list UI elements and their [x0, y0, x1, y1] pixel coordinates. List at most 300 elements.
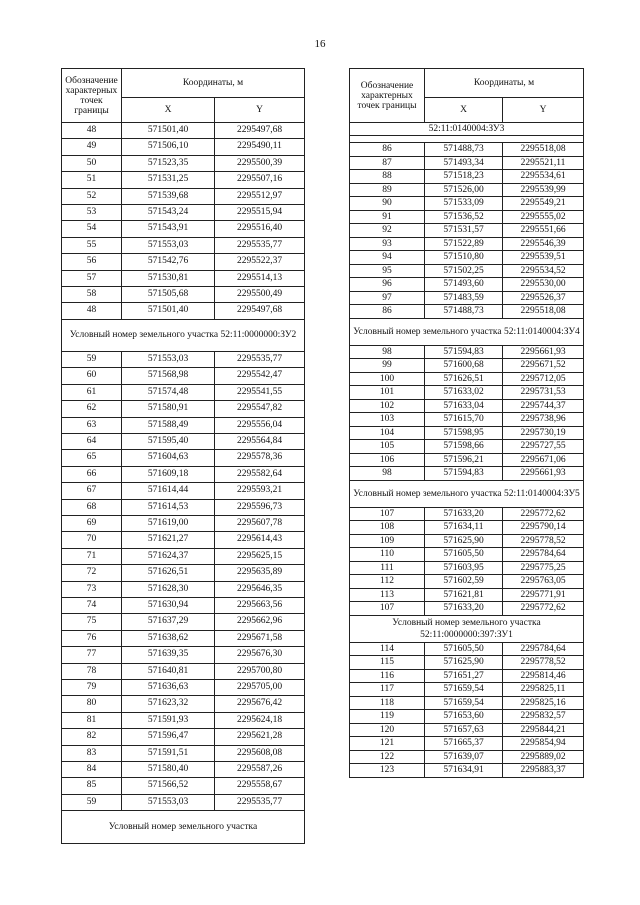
- coord-y: 2295814,46: [503, 669, 584, 683]
- coord-x: 571633,02: [425, 386, 503, 400]
- point-id: 54: [62, 221, 122, 237]
- coord-x: 571605,50: [425, 642, 503, 656]
- coord-x: 571522,89: [425, 237, 503, 251]
- table-row: [62, 433, 305, 449]
- table-row: [62, 205, 305, 221]
- coord-x: 571501,40: [122, 303, 215, 319]
- coord-x: 571625,90: [425, 534, 503, 548]
- coord-y: 2295705,00: [215, 680, 305, 696]
- coord-y: 2295607,78: [215, 515, 305, 531]
- table-row: [62, 647, 305, 663]
- coord-y: 2295825,16: [503, 696, 584, 710]
- coord-y: 2295534,52: [503, 264, 584, 278]
- table-row: [62, 712, 305, 728]
- coord-y: 2295854,94: [503, 737, 584, 751]
- point-id: 102: [350, 399, 425, 413]
- table-row: [350, 575, 584, 589]
- coord-x: 571493,34: [425, 156, 503, 170]
- coord-x: 571639,35: [122, 647, 215, 663]
- point-id: 74: [62, 597, 122, 613]
- point-id: 84: [62, 762, 122, 778]
- coord-x: 571653,60: [425, 710, 503, 724]
- table-row: [62, 401, 305, 417]
- coord-y: 2295676,42: [215, 696, 305, 712]
- coord-y: 2295825,11: [503, 683, 584, 697]
- spacer-row: [350, 136, 584, 143]
- coord-x: 571531,25: [122, 172, 215, 188]
- table-row: [62, 581, 305, 597]
- point-id: 119: [350, 710, 425, 724]
- section-title: Условный номер земельного участка 52:11:0000000:ЗУ2: [62, 319, 305, 351]
- coord-x: 571596,47: [122, 729, 215, 745]
- coord-y: 2295730,19: [503, 426, 584, 440]
- table-row: [350, 345, 584, 359]
- coord-x: 571523,35: [122, 155, 215, 171]
- coord-y: 2295522,37: [215, 254, 305, 270]
- point-id: 63: [62, 417, 122, 433]
- coord-y: 2295490,11: [215, 139, 305, 155]
- coord-x: 571580,91: [122, 401, 215, 417]
- coord-x: 571501,40: [122, 123, 215, 139]
- table-row: [62, 384, 305, 400]
- coord-y: 2295530,00: [503, 278, 584, 292]
- right-table-body: [350, 123, 584, 778]
- coord-y: 2295778,52: [503, 534, 584, 548]
- point-id: 120: [350, 723, 425, 737]
- table-row: [350, 359, 584, 373]
- point-id: 103: [350, 413, 425, 427]
- point-id: 111: [350, 561, 425, 575]
- table-row: [62, 614, 305, 630]
- coord-x: 571483,59: [425, 291, 503, 305]
- coord-y: 2295671,52: [503, 359, 584, 373]
- coord-y: 2295844,21: [503, 723, 584, 737]
- coord-y: 2295546,39: [503, 237, 584, 251]
- header-y: Y: [503, 98, 584, 123]
- table-row: [350, 669, 584, 683]
- point-id: 105: [350, 440, 425, 454]
- coord-x: 571633,20: [425, 602, 503, 616]
- coord-x: 571623,32: [122, 696, 215, 712]
- coord-x: 571488,73: [425, 143, 503, 157]
- coord-x: 571614,44: [122, 483, 215, 499]
- table-row: [350, 534, 584, 548]
- point-id: 59: [62, 351, 122, 367]
- section-header-row: [62, 811, 305, 844]
- coord-x: 571526,00: [425, 183, 503, 197]
- coord-y: 2295790,14: [503, 521, 584, 535]
- coord-y: 2295534,61: [503, 170, 584, 184]
- table-row: [350, 251, 584, 265]
- coord-y: 2295547,82: [215, 401, 305, 417]
- coord-x: 571624,37: [122, 548, 215, 564]
- point-id: 48: [62, 303, 122, 319]
- point-id: 109: [350, 534, 425, 548]
- point-id: 113: [350, 588, 425, 602]
- coord-x: 571602,59: [425, 575, 503, 589]
- coord-x: 571588,49: [122, 417, 215, 433]
- table-row: [350, 426, 584, 440]
- coord-x: 571628,30: [122, 581, 215, 597]
- section-title: Условный номер земельного участка: [62, 811, 305, 844]
- point-id: 52: [62, 188, 122, 204]
- table-row: [350, 170, 584, 184]
- table-row: [350, 224, 584, 238]
- table-row: [62, 351, 305, 367]
- coord-x: 571639,07: [425, 750, 503, 764]
- coord-x: 571506,10: [122, 139, 215, 155]
- point-id: 121: [350, 737, 425, 751]
- table-row: [350, 737, 584, 751]
- table-row: [62, 663, 305, 679]
- table-row: [350, 399, 584, 413]
- coord-x: 571530,81: [122, 270, 215, 286]
- coord-x: 571619,00: [122, 515, 215, 531]
- coord-y: 2295614,43: [215, 532, 305, 548]
- coord-y: 2295883,37: [503, 764, 584, 778]
- point-id: 77: [62, 647, 122, 663]
- point-id: 117: [350, 683, 425, 697]
- section-header-row: [350, 123, 584, 136]
- coord-y: 2295549,21: [503, 197, 584, 211]
- table-row: [350, 237, 584, 251]
- table-row: [350, 561, 584, 575]
- coord-x: 571591,93: [122, 712, 215, 728]
- point-id: 58: [62, 287, 122, 303]
- table-row: [62, 515, 305, 531]
- section-header-row: [350, 318, 584, 345]
- coord-y: 2295526,37: [503, 291, 584, 305]
- point-id: 85: [62, 778, 122, 794]
- point-id: 79: [62, 680, 122, 696]
- table-row: [350, 413, 584, 427]
- coord-y: 2295661,93: [503, 345, 584, 359]
- table-row: [62, 450, 305, 466]
- coord-y: 2295541,55: [215, 384, 305, 400]
- point-id: 94: [350, 251, 425, 265]
- coord-x: 571505,68: [122, 287, 215, 303]
- coord-x: 571595,40: [122, 433, 215, 449]
- coord-x: 571510,80: [425, 251, 503, 265]
- coord-y: 2295542,47: [215, 368, 305, 384]
- point-id: 64: [62, 433, 122, 449]
- table-row: [350, 291, 584, 305]
- point-id: 65: [62, 450, 122, 466]
- table-row: [62, 237, 305, 253]
- coord-y: 2295497,68: [215, 303, 305, 319]
- point-id: 106: [350, 453, 425, 467]
- coord-x: 571638,62: [122, 630, 215, 646]
- coord-x: 571518,23: [425, 170, 503, 184]
- table-row: [62, 729, 305, 745]
- coord-y: 2295539,99: [503, 183, 584, 197]
- point-id: 92: [350, 224, 425, 238]
- table-row: [350, 750, 584, 764]
- table-row: [350, 210, 584, 224]
- coord-x: 571626,51: [425, 372, 503, 386]
- point-id: 61: [62, 384, 122, 400]
- coord-x: 571488,73: [425, 305, 503, 319]
- table-row: [62, 696, 305, 712]
- point-id: 78: [62, 663, 122, 679]
- point-id: 114: [350, 642, 425, 656]
- table-row: [350, 696, 584, 710]
- point-id: 98: [350, 467, 425, 481]
- point-id: 82: [62, 729, 122, 745]
- point-id: 91: [350, 210, 425, 224]
- point-id: 99: [350, 359, 425, 373]
- table-row: [62, 221, 305, 237]
- point-id: 75: [62, 614, 122, 630]
- coord-y: 2295700,80: [215, 663, 305, 679]
- table-row: [62, 155, 305, 171]
- point-id: 107: [350, 507, 425, 521]
- coord-y: 2295507,16: [215, 172, 305, 188]
- table-row: [62, 597, 305, 613]
- coord-x: 571598,95: [425, 426, 503, 440]
- table-row: [62, 254, 305, 270]
- point-id: 72: [62, 565, 122, 581]
- point-id: 112: [350, 575, 425, 589]
- point-id: 59: [62, 794, 122, 810]
- coord-x: 571625,90: [425, 656, 503, 670]
- coord-x: 571605,50: [425, 548, 503, 562]
- table-row: [350, 264, 584, 278]
- section-header-row: [62, 319, 305, 351]
- point-id: 49: [62, 139, 122, 155]
- coord-y: 2295521,11: [503, 156, 584, 170]
- point-id: 110: [350, 548, 425, 562]
- coord-x: 571659,54: [425, 696, 503, 710]
- table-row: [62, 466, 305, 482]
- point-id: 122: [350, 750, 425, 764]
- coord-y: 2295516,40: [215, 221, 305, 237]
- coord-x: 571609,18: [122, 466, 215, 482]
- coord-y: 2295727,55: [503, 440, 584, 454]
- point-id: 48: [62, 123, 122, 139]
- coord-x: 571630,94: [122, 597, 215, 613]
- coord-x: 571633,04: [425, 399, 503, 413]
- table-row: [62, 762, 305, 778]
- coord-y: 2295744,37: [503, 399, 584, 413]
- section-header-row: [350, 615, 584, 642]
- table-row: [350, 521, 584, 535]
- table-row: [62, 745, 305, 761]
- coord-y: 2295578,36: [215, 450, 305, 466]
- table-row: [62, 287, 305, 303]
- point-id: 118: [350, 696, 425, 710]
- table-row: [350, 278, 584, 292]
- coord-y: 2295775,25: [503, 561, 584, 575]
- table-row: [350, 453, 584, 467]
- coord-y: 2295535,77: [215, 237, 305, 253]
- coord-x: 571594,83: [425, 345, 503, 359]
- coord-x: 571542,76: [122, 254, 215, 270]
- coord-x: 571659,54: [425, 683, 503, 697]
- table-row: [350, 305, 584, 319]
- point-id: 116: [350, 669, 425, 683]
- point-id: 67: [62, 483, 122, 499]
- point-id: 60: [62, 368, 122, 384]
- coord-x: 571553,03: [122, 794, 215, 810]
- coord-y: 2295671,06: [503, 453, 584, 467]
- point-id: 86: [350, 305, 425, 319]
- point-id: 57: [62, 270, 122, 286]
- point-id: 100: [350, 372, 425, 386]
- coord-y: 2295518,08: [503, 305, 584, 319]
- table-row: [62, 123, 305, 139]
- table-row: [350, 467, 584, 481]
- coord-y: 2295535,77: [215, 794, 305, 810]
- table-row: [62, 483, 305, 499]
- point-id: 123: [350, 764, 425, 778]
- point-id: 89: [350, 183, 425, 197]
- spacer-cell: [350, 136, 584, 143]
- point-id: 108: [350, 521, 425, 535]
- table-row: [350, 440, 584, 454]
- point-id: 104: [350, 426, 425, 440]
- point-id: 50: [62, 155, 122, 171]
- table-row: [62, 778, 305, 794]
- coord-y: 2295624,18: [215, 712, 305, 728]
- coord-x: 571594,83: [425, 467, 503, 481]
- section-title: Условный номер земельного участка 52:11:0140004:ЗУ4: [350, 318, 584, 345]
- coord-x: 571637,29: [122, 614, 215, 630]
- coord-y: 2295539,51: [503, 251, 584, 265]
- header-x: X: [425, 98, 503, 123]
- coord-y: 2295661,93: [503, 467, 584, 481]
- coord-y: 2295662,96: [215, 614, 305, 630]
- point-id: 73: [62, 581, 122, 597]
- coord-y: 2295635,89: [215, 565, 305, 581]
- table-row: [350, 683, 584, 697]
- point-id: 70: [62, 532, 122, 548]
- coord-x: 571651,27: [425, 669, 503, 683]
- table-row: [350, 656, 584, 670]
- coord-y: 2295593,21: [215, 483, 305, 499]
- coord-y: 2295676,30: [215, 647, 305, 663]
- coord-y: 2295771,91: [503, 588, 584, 602]
- point-id: 71: [62, 548, 122, 564]
- header-point-label: Обозначение характерных точек границы: [62, 69, 122, 123]
- coord-x: 571574,48: [122, 384, 215, 400]
- point-id: 66: [62, 466, 122, 482]
- left-table-body: [62, 123, 305, 844]
- point-id: 69: [62, 515, 122, 531]
- coord-x: 571640,81: [122, 663, 215, 679]
- table-row: [350, 588, 584, 602]
- coord-x: 571533,09: [425, 197, 503, 211]
- table-row: [350, 723, 584, 737]
- table-row: [62, 139, 305, 155]
- coord-y: 2295518,08: [503, 143, 584, 157]
- coordinates-table-left: [61, 68, 305, 844]
- coord-y: 2295832,57: [503, 710, 584, 724]
- coord-x: 571531,57: [425, 224, 503, 238]
- coord-y: 2295772,62: [503, 507, 584, 521]
- coord-x: 571633,20: [425, 507, 503, 521]
- section-title: 52:11:0140004:ЗУ3: [350, 123, 584, 136]
- point-id: 107: [350, 602, 425, 616]
- coord-x: 571539,68: [122, 188, 215, 204]
- table-row: [350, 602, 584, 616]
- coord-x: 571603,95: [425, 561, 503, 575]
- coord-y: 2295515,94: [215, 205, 305, 221]
- point-id: 55: [62, 237, 122, 253]
- point-id: 88: [350, 170, 425, 184]
- coord-x: 571598,66: [425, 440, 503, 454]
- coord-x: 571621,81: [425, 588, 503, 602]
- coord-y: 2295772,62: [503, 602, 584, 616]
- section-header-row: [350, 480, 584, 507]
- coord-y: 2295738,96: [503, 413, 584, 427]
- table-row: [350, 197, 584, 211]
- table-row: [62, 172, 305, 188]
- section-title: Условный номер земельного участка 52:11:0000000:397:ЗУ1: [350, 615, 584, 642]
- point-id: 68: [62, 499, 122, 515]
- header-x: X: [122, 98, 215, 123]
- table-row: [350, 710, 584, 724]
- coord-y: 2295784,64: [503, 642, 584, 656]
- coord-x: 571636,63: [122, 680, 215, 696]
- point-id: 62: [62, 401, 122, 417]
- coord-y: 2295621,28: [215, 729, 305, 745]
- table-row: [62, 548, 305, 564]
- table-row: [350, 143, 584, 157]
- table-row: [62, 794, 305, 810]
- coord-y: 2295731,53: [503, 386, 584, 400]
- coord-x: 571634,91: [425, 764, 503, 778]
- coord-x: 571615,70: [425, 413, 503, 427]
- point-id: 115: [350, 656, 425, 670]
- coord-y: 2295512,97: [215, 188, 305, 204]
- coord-x: 571543,91: [122, 221, 215, 237]
- point-id: 51: [62, 172, 122, 188]
- point-id: 81: [62, 712, 122, 728]
- coord-y: 2295551,66: [503, 224, 584, 238]
- coord-y: 2295535,77: [215, 351, 305, 367]
- table-row: [62, 303, 305, 319]
- coord-y: 2295608,08: [215, 745, 305, 761]
- header-y: Y: [215, 98, 305, 123]
- coord-x: 571600,68: [425, 359, 503, 373]
- coord-y: 2295625,15: [215, 548, 305, 564]
- point-id: 80: [62, 696, 122, 712]
- coord-y: 2295556,04: [215, 417, 305, 433]
- coord-y: 2295497,68: [215, 123, 305, 139]
- table-row: [350, 156, 584, 170]
- coord-x: 571580,40: [122, 762, 215, 778]
- coord-y: 2295514,13: [215, 270, 305, 286]
- point-id: 95: [350, 264, 425, 278]
- table-row: [62, 270, 305, 286]
- table-row: [62, 565, 305, 581]
- header-coordinates: Координаты, м: [122, 69, 305, 98]
- table-row: [62, 368, 305, 384]
- coord-y: 2295784,64: [503, 548, 584, 562]
- coord-x: 571614,53: [122, 499, 215, 515]
- point-id: 76: [62, 630, 122, 646]
- point-id: 56: [62, 254, 122, 270]
- coord-y: 2295671,58: [215, 630, 305, 646]
- coord-x: 571502,25: [425, 264, 503, 278]
- coord-x: 571604,63: [122, 450, 215, 466]
- point-id: 101: [350, 386, 425, 400]
- coord-x: 571536,52: [425, 210, 503, 224]
- coordinates-table-right: [349, 68, 584, 778]
- section-title: Условный номер земельного участка 52:11:0140004:ЗУ5: [350, 480, 584, 507]
- coord-x: 571553,03: [122, 237, 215, 253]
